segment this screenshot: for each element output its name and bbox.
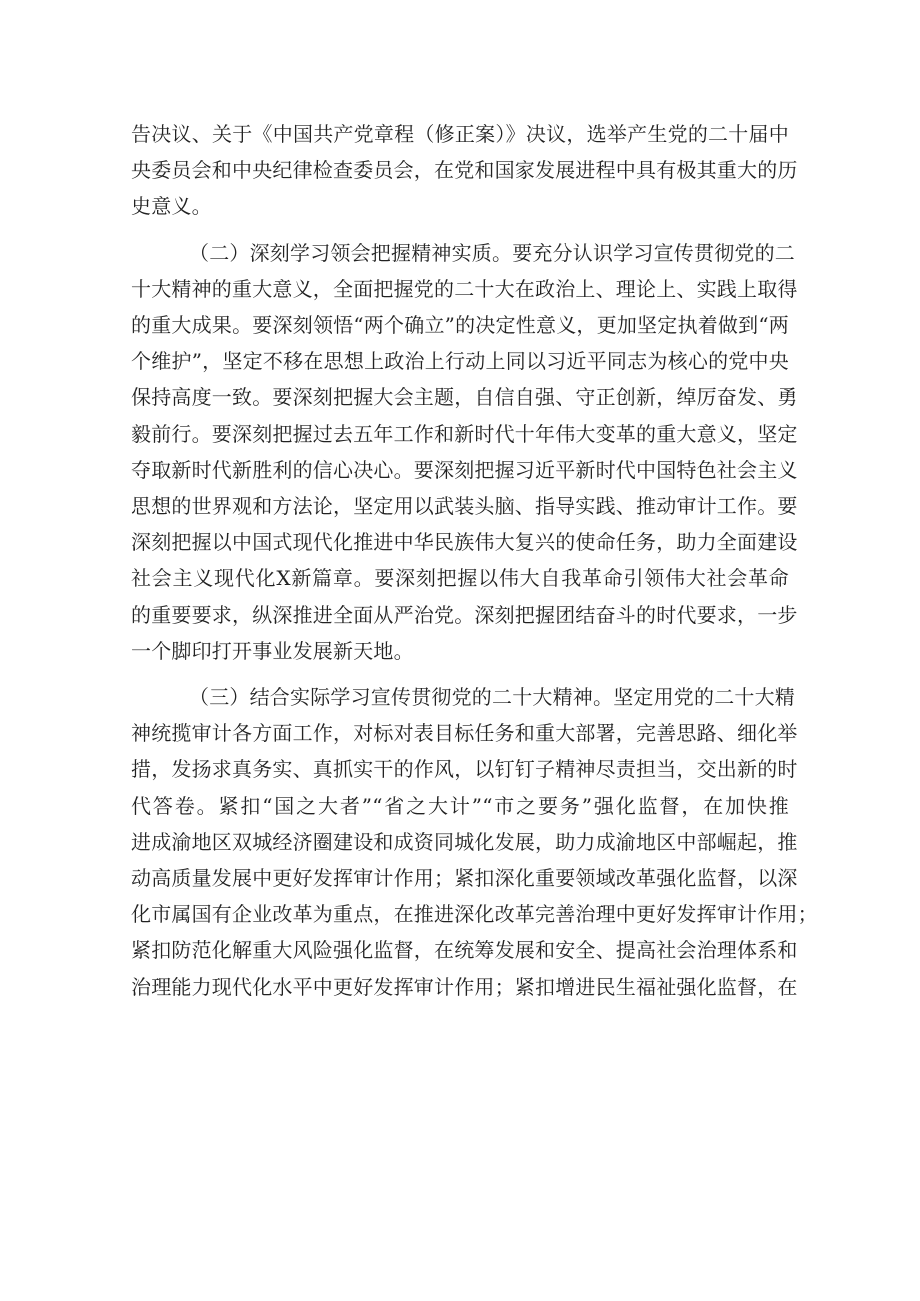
paragraph-3 xyxy=(131,679,818,1005)
text-line: 夺取新时代新胜利的信心决心。要深刻把握习近平新时代中国特色社会主义 xyxy=(131,457,798,482)
text-line: 的重大成果。要深刻领悟“两个确立”的决定性意义，更加坚定执着做到“两 xyxy=(131,313,789,338)
text-line: 十大精神的重大意义，全面把握党的二十大在政治上、理论上、实践上取得 xyxy=(131,276,798,301)
text-line: 保持高度一致。要深刻把握大会主题，自信自强、守正创新，绰厉奋发、勇 xyxy=(131,385,798,410)
text-line: 紧扣防范化解重大风险强化监督，在统筹发展和安全、提高社会治理体系和 xyxy=(131,938,798,963)
text-line: 思想的世界观和方法论，坚定用以武装头脑、指导实践、推动审计工作。要 xyxy=(131,494,798,519)
text-line: 动高质量发展中更好发挥审计作用；紧扣深化重要领域改革强化监督，以深 xyxy=(131,866,798,891)
text-line: 个维护”，坚定不移在思想上政治上行动上同以习近平同志为核心的党中央 xyxy=(131,349,789,374)
text-line: 神统揽审计各方面工作，对标对表目标任务和重大部署，完善思路、细化举 xyxy=(131,721,798,746)
paragraph-1 xyxy=(131,116,798,225)
text-line: 告决议、关于《中国共产党章程（修正案）》决议，选举产生党的二十届中 xyxy=(131,122,789,146)
text-line: 代答卷。紧扣“国之大者”“省之大计”“市之要务”强化监督，在加快推 xyxy=(131,793,789,818)
text-line: 治理能力现代化水平中更好发挥审计作用；紧扣增进民生福祉强化监督，在 xyxy=(131,974,798,999)
text-line: （三）结合实际学习宣传贯彻党的二十大精神。坚定用党的二十大精 xyxy=(189,685,795,710)
paragraph-2 xyxy=(131,235,798,669)
text-line: 毅前行。要深刻把握过去五年工作和新时代十年伟大变革的重大意义，坚定 xyxy=(131,421,798,446)
text-line: 进成渝地区双城经济圈建设和成资同城化发展，助力成渝地区中部崛起，推 xyxy=(131,829,798,854)
text-line: 深刻把握以中国式现代化推进中华民族伟大复兴的使命任务，助力全面建设 xyxy=(131,530,798,555)
text-line: 一个脚印打开事业发展新天地。 xyxy=(131,638,414,663)
text-line: 的重要要求，纵深推进全面从严治党。深刻把握团结奋斗的时代要求，一步 xyxy=(131,602,798,627)
text-line: （二）深刻学习领会把握精神实质。要充分认识学习宣传贯彻党的二 xyxy=(189,240,795,265)
text-line: 央委员会和中央纪律检查委员会，在党和国家发展进程中具有极其重大的历 xyxy=(131,158,798,183)
text-line: 化市属国有企业改革为重点，在推进深化改革完善治理中更好发挥审计作用； xyxy=(131,902,818,927)
document-body xyxy=(131,116,818,1015)
text-line: 社会主义现代化X新篇章。要深刻把握以伟大自我革命引领伟大社会革命 xyxy=(131,566,789,591)
text-line: 措，发扬求真务实、真抓实干的作风，以钉钉子精神尽责担当，交出新的时 xyxy=(131,757,798,782)
text-line: 史意义。 xyxy=(131,194,212,219)
